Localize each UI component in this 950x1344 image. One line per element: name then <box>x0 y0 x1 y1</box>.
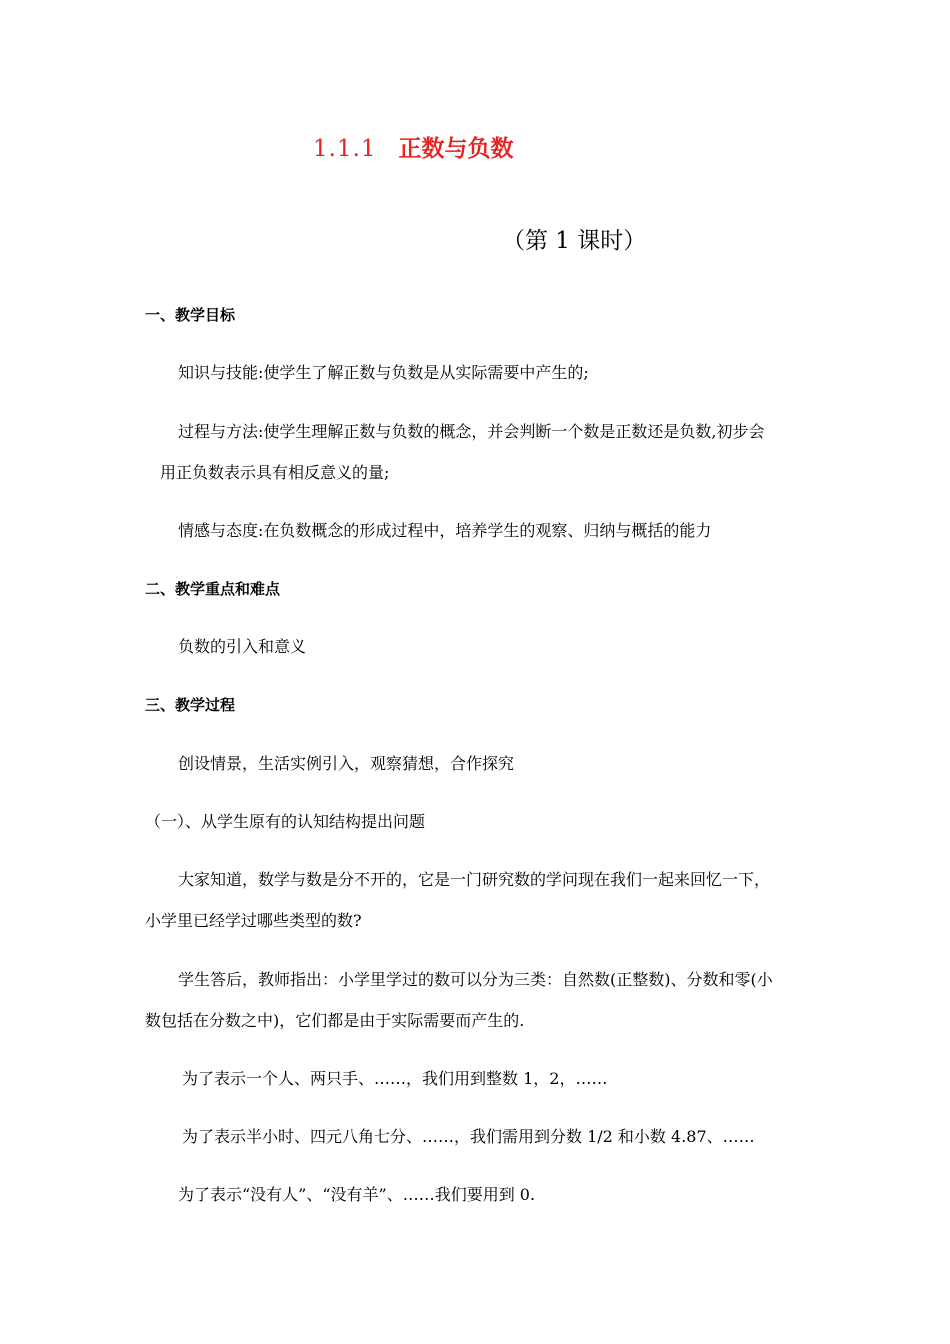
lesson-subtitle: （第 1 课时） <box>502 228 647 254</box>
objective-knowledge: 知识与技能:使学生了解正数与负数是从实际需要中产生的; <box>178 363 589 382</box>
process-para1-line2: 小学里已经学过哪些类型的数? <box>145 911 362 930</box>
process-para4: 为了表示半小时、四元八角七分、……，我们需用到分数 1/2 和小数 4.87、…… <box>182 1127 755 1146</box>
keypoint-text: 负数的引入和意义 <box>178 637 307 656</box>
process-para1-line1: 大家知道，数学与数是分不开的，它是一门研究数的学问现在我们一起来回忆一下， <box>178 870 771 889</box>
section-heading-keypoints: 二、教学重点和难点 <box>145 580 281 598</box>
process-para2-line1: 学生答后，教师指出：小学里学过的数可以分为三类：自然数(正整数)、分数和零(小 <box>178 970 773 989</box>
process-para2-line2: 数包括在分数之中)，它们都是由于实际需要而产生的. <box>145 1011 525 1030</box>
lesson-number: 1.1.1 <box>313 136 377 162</box>
process-para5: 为了表示“没有人”、“没有羊”、……我们要用到 0. <box>178 1185 536 1204</box>
objective-process-line1: 过程与方法:使学生理解正数与负数的概念，并会判断一个数是正数还是负数,初步会 <box>178 422 765 441</box>
process-intro: 创设情景，生活实例引入，观察猜想，合作探究 <box>178 754 515 773</box>
objective-process-line2: 用正负数表示具有相反意义的量; <box>160 463 390 482</box>
lesson-title-text: 正数与负数 <box>398 135 514 162</box>
objective-emotion: 情感与态度:在负数概念的形成过程中，培养学生的观察、归纳与概括的能力 <box>178 521 712 540</box>
lesson-title <box>313 134 514 164</box>
section-heading-process: 三、教学过程 <box>145 696 236 714</box>
section-heading-objectives: 一、教学目标 <box>145 306 236 324</box>
process-para3: 为了表示一个人、两只手、……，我们用到整数 1，2，…… <box>182 1069 608 1088</box>
subsection-heading-1: （一）、从学生原有的认知结构提出问题 <box>145 812 426 831</box>
